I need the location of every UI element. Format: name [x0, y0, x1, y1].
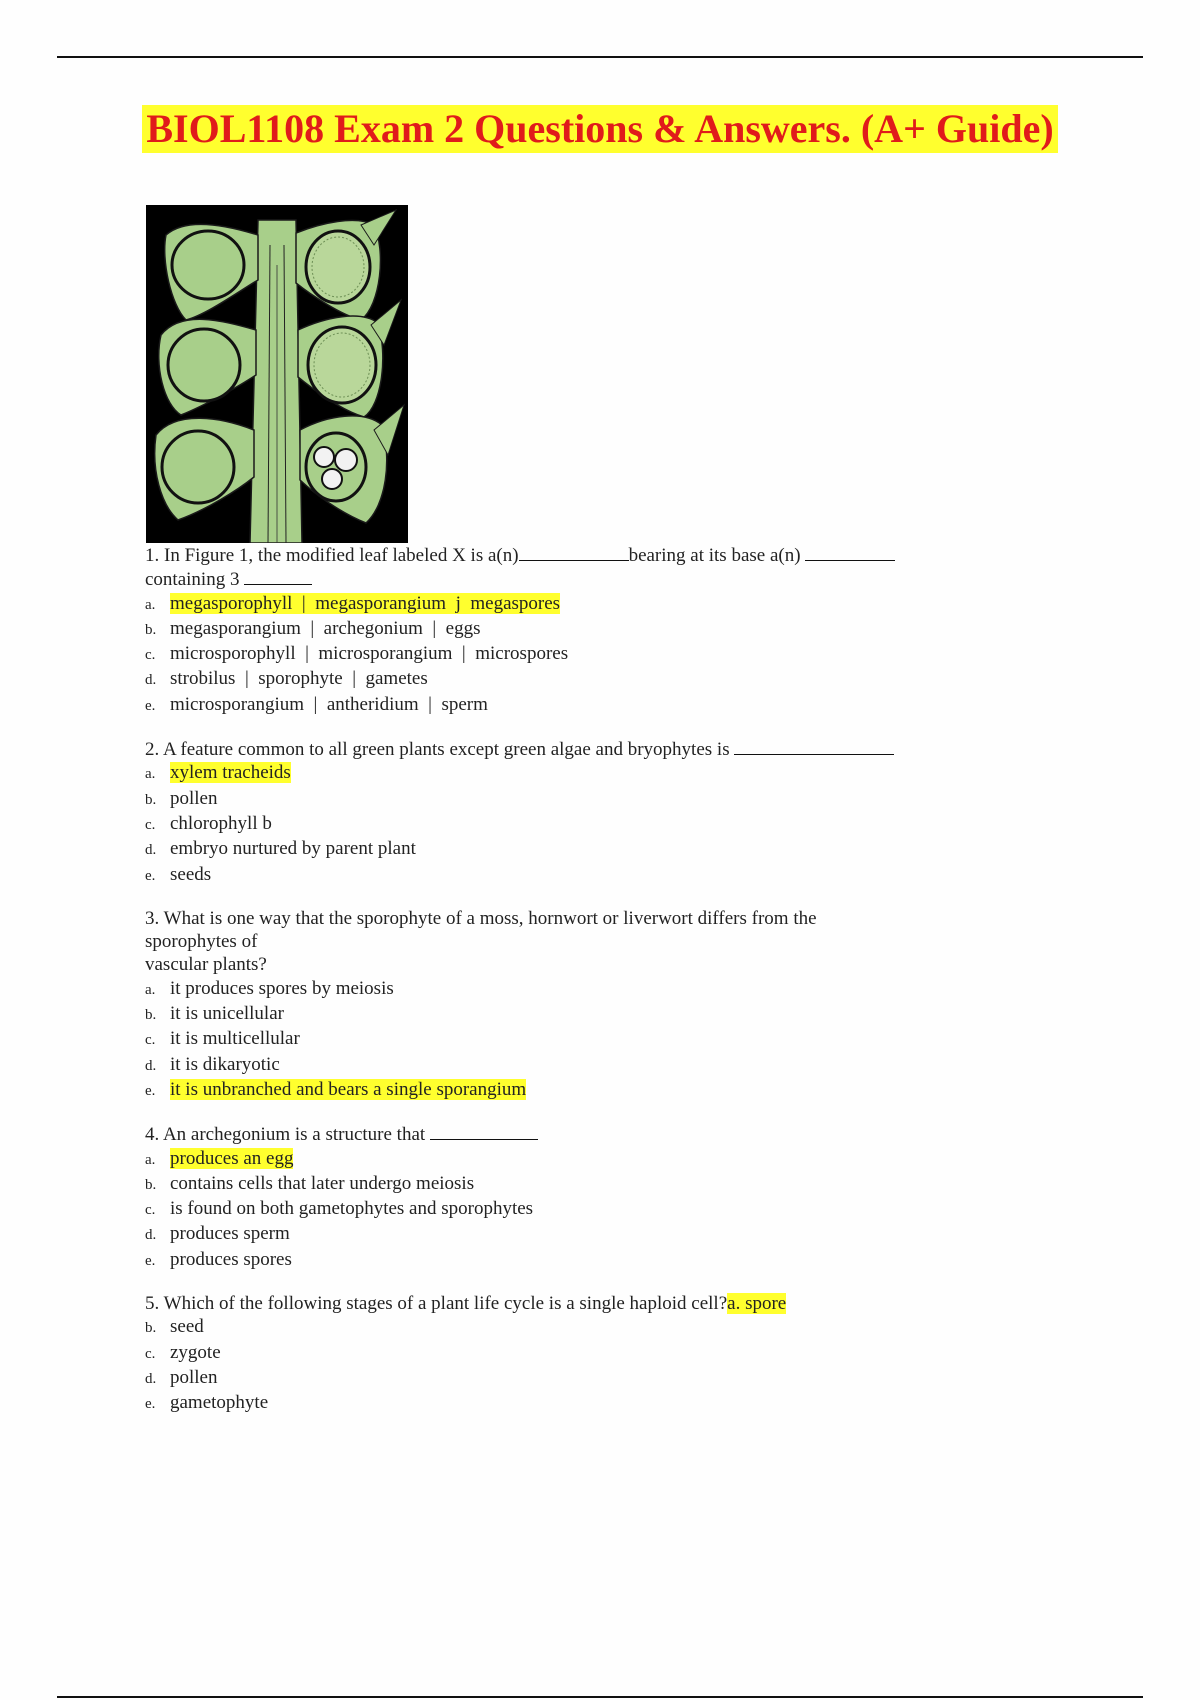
question-1	[145, 543, 1045, 718]
option	[145, 1172, 1045, 1197]
question-5-stem-text: 5. Which of the following stages of a plant life cycle is a single haploid cell?	[145, 1293, 728, 1315]
question-1-stem-part-c: containing 3	[145, 569, 245, 591]
option	[145, 761, 1045, 786]
option-text: it produces spores by meiosis	[170, 977, 394, 999]
option-text: produces spores	[170, 1248, 292, 1270]
answer-blank	[805, 543, 895, 561]
option-text-highlighted: xylem tracheids	[170, 762, 291, 784]
option-text: contains cells that later undergo meiosis	[170, 1172, 475, 1194]
option-letter: a.	[145, 1151, 156, 1168]
option-text: chlorophyll b	[170, 812, 272, 834]
option-letter: b.	[145, 791, 157, 808]
option	[145, 1147, 1045, 1172]
option	[145, 977, 1045, 1002]
option	[145, 667, 1045, 692]
option-text: pollen	[170, 1366, 218, 1388]
option-letter: c.	[145, 816, 156, 833]
option-letter: e.	[145, 697, 156, 714]
option-text-highlighted: megasporophyll | megasporangium j megaspores	[170, 592, 561, 614]
question-3-stem-line-2: sporophytes of	[145, 931, 258, 953]
option	[145, 617, 1045, 642]
answer-blank	[734, 737, 894, 755]
option-text: it is dikaryotic	[170, 1053, 280, 1075]
option	[145, 1366, 1045, 1391]
option-letter: e.	[145, 867, 156, 884]
top-rule	[57, 56, 1143, 58]
option-letter: b.	[145, 1007, 157, 1024]
option-letter: c.	[145, 1345, 156, 1362]
figure-1-strobilus-illustration	[146, 205, 408, 543]
option-letter: d.	[145, 842, 157, 859]
option	[145, 1391, 1045, 1416]
option	[145, 1248, 1045, 1273]
question-3-stem-line-1: 3. What is one way that the sporophyte of a moss, hornwort or liverwort differs from the	[145, 907, 817, 929]
option-text: pollen	[170, 787, 218, 809]
option-text: microsporangium | antheridium | sperm	[170, 693, 488, 715]
option-text: is found on both gametophytes and sporophytes	[170, 1198, 534, 1220]
option-letter: b.	[145, 1320, 157, 1337]
option-letter: d.	[145, 672, 157, 689]
option-text: seed	[170, 1316, 204, 1338]
option	[145, 787, 1045, 812]
question-1-stem-part-a: 1. In Figure 1, the modified leaf labeled X is a(n)	[145, 545, 519, 566]
option-text: it is multicellular	[170, 1028, 300, 1050]
option	[145, 592, 1045, 617]
option-letter: d.	[145, 1370, 157, 1387]
option-text: strobilus | sporophyte | gametes	[170, 668, 428, 690]
question-5	[145, 1292, 1045, 1416]
option-letter: b.	[145, 621, 157, 638]
option	[145, 1078, 1045, 1103]
option-text: seeds	[170, 863, 212, 885]
option	[145, 1053, 1045, 1078]
option-text: zygote	[170, 1341, 221, 1363]
title-container	[0, 105, 1200, 153]
option-text: embryo nurtured by parent plant	[170, 838, 416, 860]
option-text: produces sperm	[170, 1223, 290, 1245]
option	[145, 1341, 1045, 1366]
option-text: it is unicellular	[170, 1003, 284, 1025]
option	[145, 693, 1045, 718]
option-letter: d.	[145, 1057, 157, 1074]
option	[145, 1197, 1045, 1222]
question-1-stem-line-2	[145, 567, 1045, 591]
option-text: microsporophyll | microsporangium | microspores	[170, 643, 569, 665]
option	[145, 1027, 1045, 1052]
option	[145, 1222, 1045, 1247]
question-1-stem-part-b: bearing at its base a(n)	[628, 545, 806, 566]
question-1-stem	[145, 543, 1045, 567]
option-letter: e.	[145, 1396, 156, 1413]
option-text-highlighted: it is unbranched and bears a single sporangium	[170, 1078, 527, 1100]
option-letter: a.	[145, 596, 156, 613]
option	[145, 642, 1045, 667]
questions-list	[145, 543, 1045, 1417]
option	[145, 1002, 1045, 1027]
question-4	[145, 1122, 1045, 1273]
question-5-answer-highlighted: a. spore	[727, 1293, 787, 1315]
option	[145, 1315, 1045, 1340]
option-letter: d.	[145, 1227, 157, 1244]
option-letter: e.	[145, 1082, 156, 1099]
question-2	[145, 737, 1045, 888]
question-3-stem-line-3: vascular plants?	[145, 954, 267, 976]
option	[145, 863, 1045, 888]
option-letter: e.	[145, 1252, 156, 1269]
question-4-stem-text: 4. An archegonium is a structure that	[145, 1124, 430, 1146]
option-text: megasporangium | archegonium | eggs	[170, 617, 481, 639]
bottom-rule	[57, 1696, 1143, 1698]
option-letter: c.	[145, 1032, 156, 1049]
option	[145, 837, 1045, 862]
question-2-stem	[145, 737, 1045, 761]
answer-blank	[244, 567, 312, 585]
option-text: gametophyte	[170, 1392, 269, 1414]
option-text-highlighted: produces an egg	[170, 1147, 294, 1169]
page-title: BIOL1108 Exam 2 Questions & Answers. (A+ Guide)	[142, 105, 1057, 153]
question-5-stem	[145, 1292, 1045, 1315]
option-letter: a.	[145, 766, 156, 783]
answer-blank	[519, 543, 629, 561]
option-letter: c.	[145, 1202, 156, 1219]
question-3	[145, 907, 1045, 1103]
question-2-stem-text: 2. A feature common to all green plants except green algae and bryophytes is	[145, 739, 735, 761]
option-letter: b.	[145, 1176, 157, 1193]
question-4-stem	[145, 1122, 1045, 1146]
option	[145, 812, 1045, 837]
answer-blank	[430, 1122, 538, 1140]
option-letter: c.	[145, 647, 156, 664]
option-letter: a.	[145, 981, 156, 998]
